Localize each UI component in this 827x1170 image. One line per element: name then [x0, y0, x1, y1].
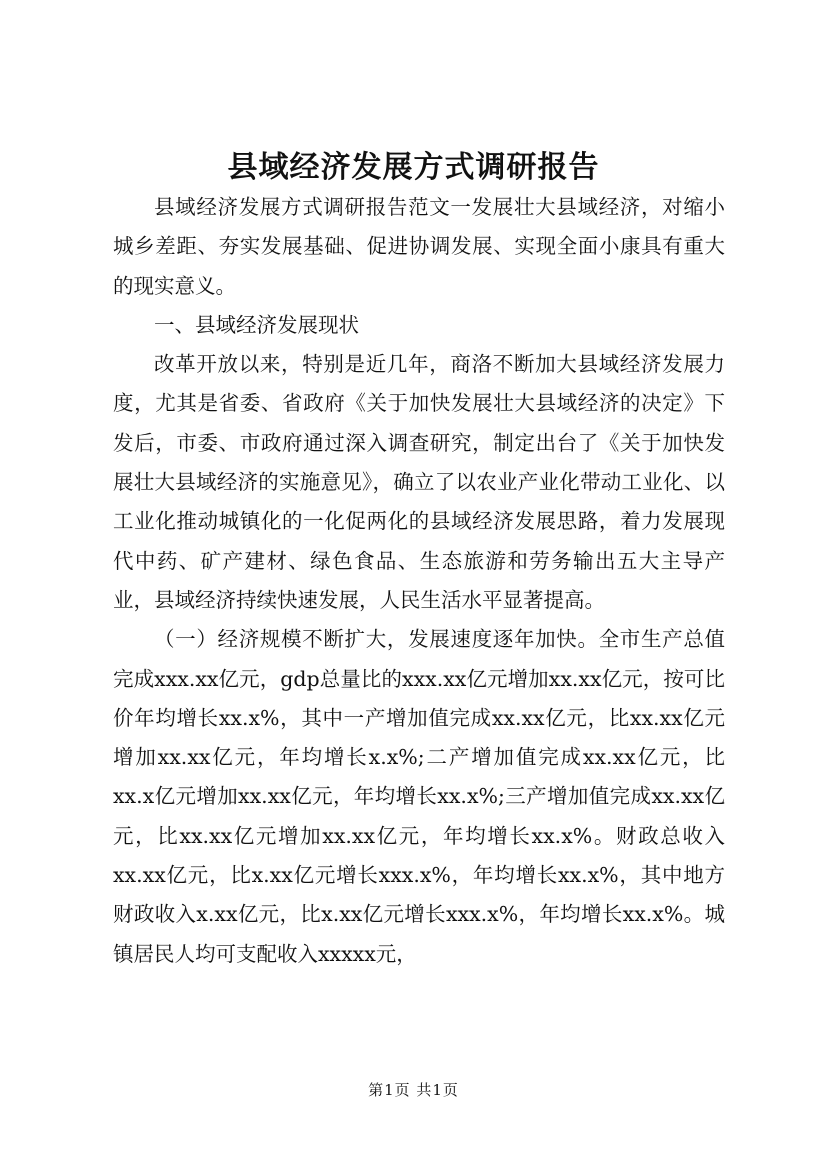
section-heading: 一、县域经济发展现状	[154, 312, 359, 337]
intro-paragraph: 县域经济发展方式调研报告范文一发展壮大县域经济，对缩小城乡差距、夯实发展基础、促进协调发展、实现全面小康具有重大的现实意义。	[113, 195, 725, 298]
page-footer: 第1页 共1页	[368, 1081, 459, 1099]
economy-paragraph: （一）经济规模不断扩大，发展速度逐年加快。全市生产总值完成xxx.xx亿元，gdp总量比的xxx.xx亿元增加xx.xx亿元，按可比价年均增长xx.x%，其中一产增加值完成xx.xx亿元，比xx.xx亿元增加xx.xx亿元，年均增长x.x%;二产增加值完成xx.xx亿元，比xx.x亿元增加xx.xx亿元，年均增长xx.x%;三产增加值完成xx.xx亿元，比xx.xx亿元增加xx.xx亿元，年均增长xx.x%。财政总收入xx.xx亿元，比x.xx亿元增长xxx.x%，年均增长xx.x%，其中地方财政收入x.xx亿元，比x.xx亿元增长xxx.x%，年均增长xx.x%。城镇居民人均可支配收入xxxxx元，	[113, 627, 725, 966]
document-body	[113, 188, 725, 974]
document-title: 县域经济发展方式调研报告	[227, 150, 600, 185]
status-paragraph: 改革开放以来，特别是近几年，商洛不断加大县域经济发展力度，尤其是省委、省政府《关于加快发展壮大县域经济的决定》下发后，市委、市政府通过深入调查研究，制定出台了《关于加快发展壮大县域经济的实施意见》，确立了以农业产业化带动工业化、以工业化推动城镇化的一化促两化的县域经济发展思路，着力发展现代中药、矿产建材、绿色食品、生态旅游和劳务输出五大主导产业，县域经济持续快速发展，人民生活水平显著提高。	[113, 352, 725, 612]
